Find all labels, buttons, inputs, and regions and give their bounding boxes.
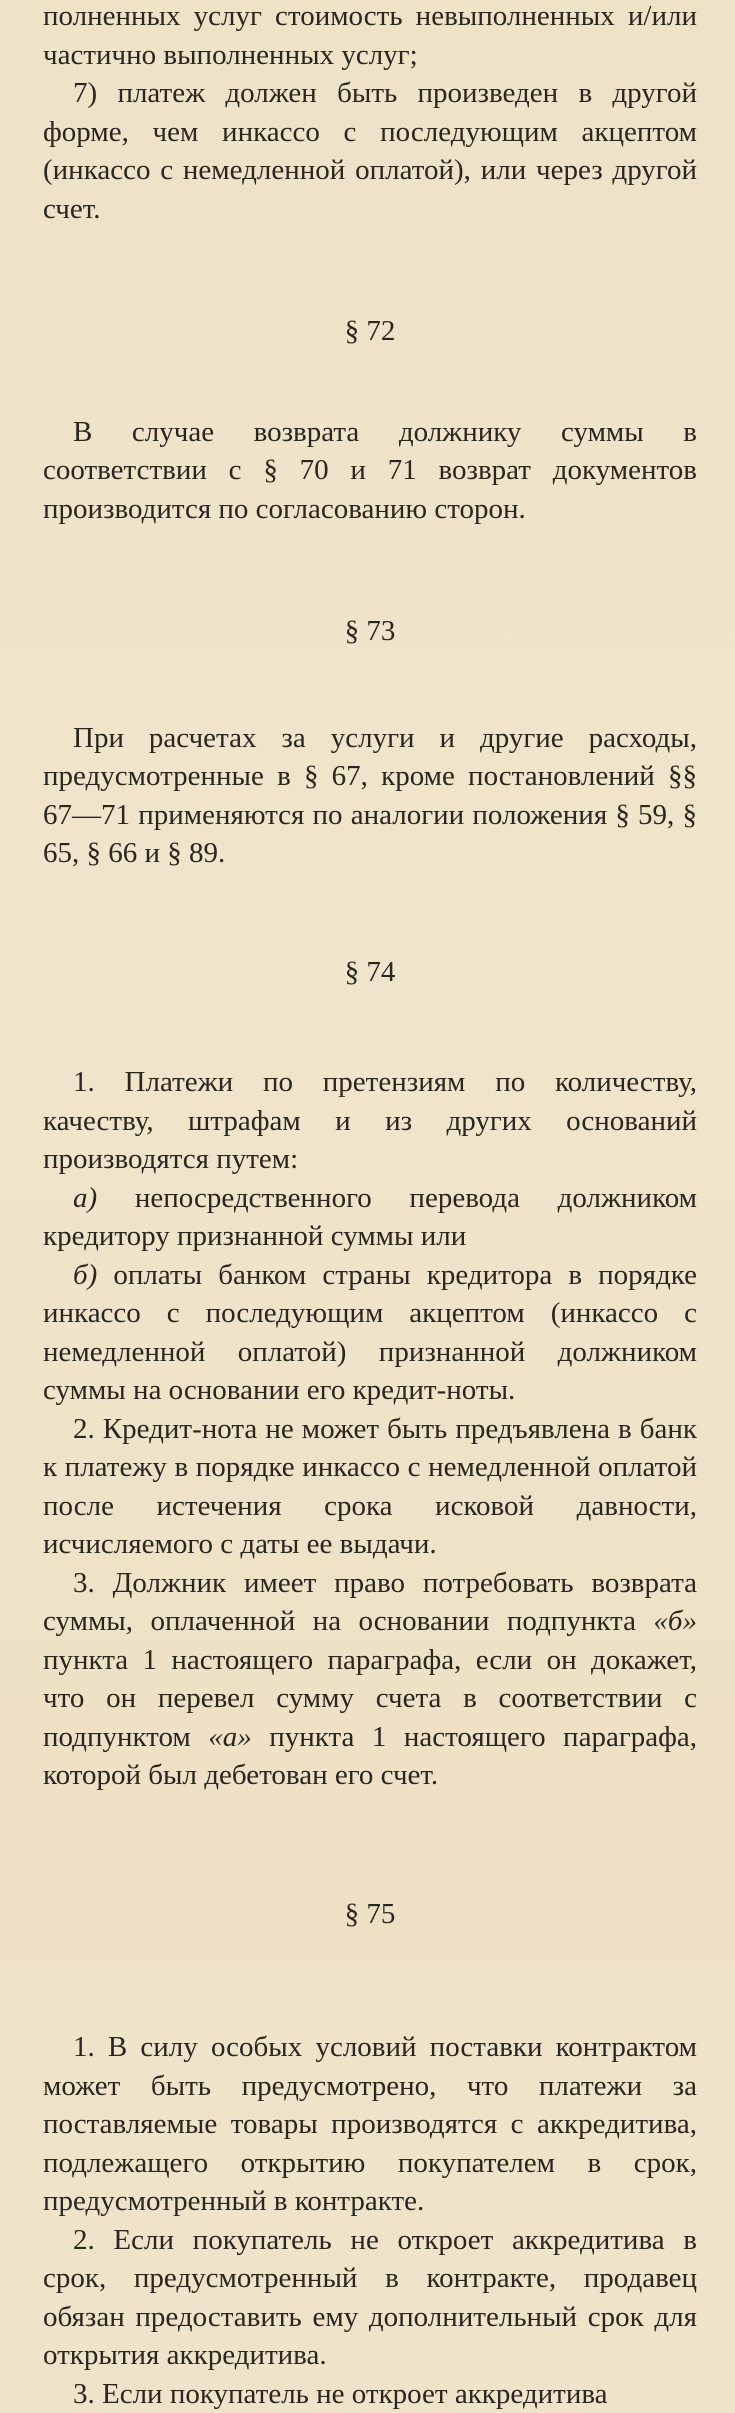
spacer [43,651,697,719]
item-3-ref-b: «б» [653,1605,697,1637]
section-72-heading: § 72 [43,312,697,351]
spacer [43,228,697,312]
item-3-part-2: пункта 1 настоящего параграфа, если он докажет, что он перевел сумму счета в соответствии с подпунктом [43,1644,697,1753]
spacer [43,1933,697,2028]
section-75-heading: § 75 [43,1895,697,1934]
subitem-a-marker: а) [73,1182,97,1214]
section-74-subitem-a [43,1179,697,1256]
section-72-text: В случае возврата должнику суммы в соответствии с § 70 и 71 возврат документов производится по согласованию сторон. [43,413,697,529]
section-73-heading: § 73 [43,612,697,651]
section-74-subitem-b [43,1256,697,1410]
item-3-part-1: 3. Должник имеет право потребовать возврата суммы, оплаченной на основании подпункта [43,1567,697,1638]
intro-continuation: полненных услуг стоимость невыполненных и/или частично выполненных услуг; [43,0,697,74]
spacer [43,873,697,953]
spacer [43,991,697,1063]
section-74-item-1: 1. Платежи по претензиям по количеству, качеству, штрафам и из других оснований производятся путем: [43,1063,697,1179]
section-73-text: При расчетах за услуги и другие расходы, предусмотренные в § 67, кроме постановлений §§ 67—71 применяются по аналогии положения § 59, § 65, § 66 и § 89. [43,719,697,873]
section-74-item-3 [43,1564,697,1795]
item-3-part-3: пункта 1 настоящего параграфа, которой был дебетован его счет. [43,1721,697,1792]
intro-item-7: 7) платеж должен быть произведен в другой форме, чем инкассо с последующим акцептом (инкассо с немедленной оплатой), или через другой счет. [43,74,697,228]
subitem-b-text: оплаты банком страны кредитора в порядке инкассо с последующим акцептом (инкассо с немедленной оплатой) признанной должником суммы на основании его кредит-ноты. [43,1259,697,1407]
spacer [43,1795,697,1895]
spacer [43,351,697,413]
section-74-item-2: 2. Кредит-нота не может быть предъявлена в банк к платежу в порядке инкассо с немедленной оплатой после истечения срока исковой давности, исчисляемого с даты ее выдачи. [43,1410,697,1564]
subitem-a-text: непосредственного перевода должником кредитору признанной суммы или [43,1182,697,1253]
spacer [43,528,697,612]
section-74-heading: § 74 [43,953,697,992]
subitem-b-marker: б) [73,1259,97,1291]
section-75-item-2: 2. Если покупатель не откроет аккредитива в срок, предусмотренный в контракте, продавец обязан предоставить ему дополнительный срок для открытия аккредитива. [43,2221,697,2375]
item-3-ref-a: «а» [208,1721,252,1753]
section-75-item-3: 3. Если покупатель не откроет аккредитива [43,2375,697,2413]
section-75-item-1: 1. В силу особых условий поставки контрактом может быть предусмотрено, что платежи за поставляемые товары производятся с аккредитива, подлежащего открытию покупателем в срок, предусмотренный в контракте. [43,2028,697,2221]
